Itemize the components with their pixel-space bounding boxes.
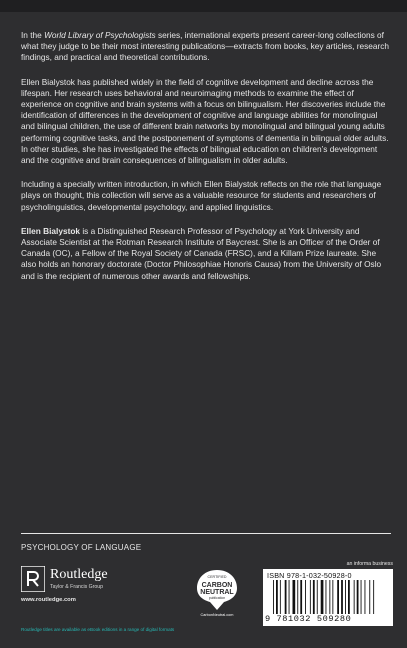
series-label: PSYCHOLOGY OF LANGUAGE — [21, 543, 142, 552]
author-bio — [21, 226, 391, 282]
barcode-bar — [326, 580, 327, 614]
publisher-name: Routledge — [50, 567, 108, 582]
barcode-bar — [313, 580, 315, 614]
informa-label: an informa business — [346, 561, 393, 567]
barcode-bar — [329, 580, 330, 614]
carbon-certified-text: CERTIFIED — [207, 575, 227, 579]
barcode-bar — [305, 580, 306, 614]
isbn-text: ISBN 978-1-032-50928-0 — [267, 571, 352, 580]
barcode-bar — [317, 580, 318, 614]
barcode-bar — [297, 580, 298, 614]
barcode-bar — [361, 580, 362, 614]
blurb-paragraph-3: Including a specially written introduction, in which Ellen Bialystok reflects on the role that language plays on thought, this collection will serve as a valuable resource for students and researchers of psycholinguistics, developmental psychology, and applied linguistics. — [21, 179, 382, 212]
author-bio-text: is a Distinguished Research Professor of Psychology at York University and Associate Scientist at the Rotman Research Institute of Baycrest. She is an Officer of the Order of Canada (OC), a Fellow of the Royal Society of Canada (FRSC), and a Killam Prize laureate. She also holds an honorary doctorate (Doctor Philosophiae Honoris Causa) from the University of Oslo and is the recipient of numerous other awards and fellowships. — [21, 225, 382, 281]
barcode-bar — [310, 580, 311, 614]
barcode-bar — [369, 580, 370, 614]
blurb-paragraph-2: Ellen Bialystok has published widely in the field of cognitive development and decline across the lifespan. Her research uses behavioral and neuroimaging methods to examine the effect of experience on cognitive and brain systems with a focus on bilingualism. Her discoveries include the identification of differences in the development of cognitive and language abilities for monolingual and bilingual children, the use of different brain networks by monolingual and bilingual young adults performing cognitive tasks, and the postponement of symptoms of dementia in bilingual older adults. In other studies, she has investigated the effects of bilingual education on children’s development and the cognitive and brain consequences of bilingualism in older adults. — [21, 76, 389, 166]
barcode-bar — [280, 580, 281, 614]
back-cover-blurb — [21, 30, 391, 295]
barcode-panel — [263, 569, 393, 626]
barcode-bar — [293, 580, 296, 614]
barcode-bar — [345, 580, 346, 614]
barcode-bars — [273, 580, 385, 614]
ebook-note: Routledge titles are available as eBook editions in a range of digital formats — [21, 627, 175, 632]
barcode-bar — [321, 580, 324, 614]
top-band — [0, 0, 407, 12]
isbn-barcode-block — [263, 561, 393, 626]
routledge-r-icon — [21, 566, 45, 592]
carbon-main-text-1: CARBON — [201, 582, 233, 589]
barcode-digits: 9 781032 509280 — [265, 614, 352, 624]
barcode-bar — [373, 580, 374, 614]
author-name: Ellen Bialystok — [21, 225, 81, 236]
barcode-bar — [337, 580, 339, 614]
barcode-bar — [289, 580, 290, 614]
barcode-bar — [357, 580, 359, 614]
series-title: World Library of Psychologists — [44, 30, 156, 40]
publisher-group: Taylor & Francis Group — [50, 584, 104, 590]
barcode-bar — [276, 580, 278, 614]
barcode-bar — [348, 580, 350, 614]
barcode-bar — [285, 580, 287, 614]
series-divider — [21, 533, 391, 534]
barcode-bar — [365, 580, 366, 614]
barcode-bar — [273, 580, 274, 614]
barcode-bar — [341, 580, 343, 614]
barcode-bar — [300, 580, 302, 614]
barcode-bar — [354, 580, 355, 614]
carbon-url-text: CarbonNeutral.com — [200, 613, 234, 617]
blurb-paragraph-1: In the World Library of Psychologists series, international experts present career-long collections of what they judge to be their most interesting publications—extracts from books, key articles, research findings, and practical and theoretical contributions. — [21, 30, 390, 63]
routledge-logo — [21, 566, 141, 606]
carbon-sub-text: publication — [208, 596, 226, 600]
publisher-url: www.routledge.com — [21, 597, 76, 603]
carbon-neutral-badge — [191, 566, 243, 618]
barcode-bar — [332, 580, 333, 614]
carbon-main-text-2: NEUTRAL — [200, 589, 234, 596]
